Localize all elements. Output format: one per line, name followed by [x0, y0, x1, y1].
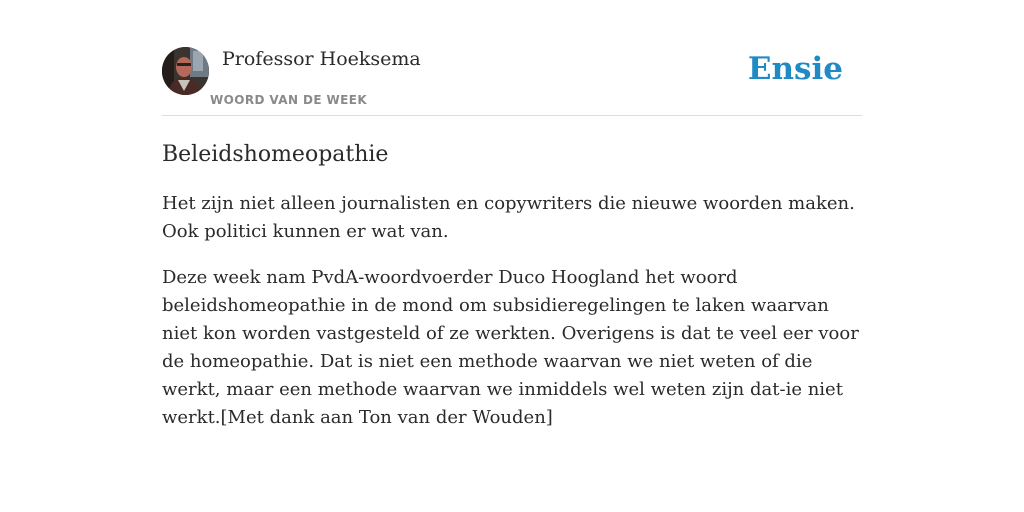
- article-paragraph: Het zijn niet alleen journalisten en copywriters die nieuwe woorden maken. Ook politici kunnen er wat van.: [162, 193, 855, 242]
- article-title: Beleidshomeopathie: [162, 142, 389, 167]
- author-avatar[interactable]: [162, 47, 209, 95]
- avatar-photo-icon: [162, 47, 209, 95]
- section-label: WOORD VAN DE WEEK: [210, 93, 368, 107]
- brand-logo[interactable]: Ensie: [747, 51, 843, 87]
- article-card: [162, 46, 862, 432]
- article-header: [162, 46, 862, 116]
- article-paragraph: Deze week nam PvdA-woordvoerder Duco Hoogland het woord beleidshomeopathie in de mond om subsidieregelingen te laken waarvan niet kon worden vastgesteld of ze werkten. Overigens is dat te veel eer voor de homeopathie. Dat is niet een methode waarvan we niet weten of die werkt, maar een methode waarvan we inmiddels wel weten zijn dat-ie niet werkt.[Met dank aan Ton van der Wouden]: [162, 267, 859, 428]
- author-name[interactable]: Professor Hoeksema: [222, 48, 421, 70]
